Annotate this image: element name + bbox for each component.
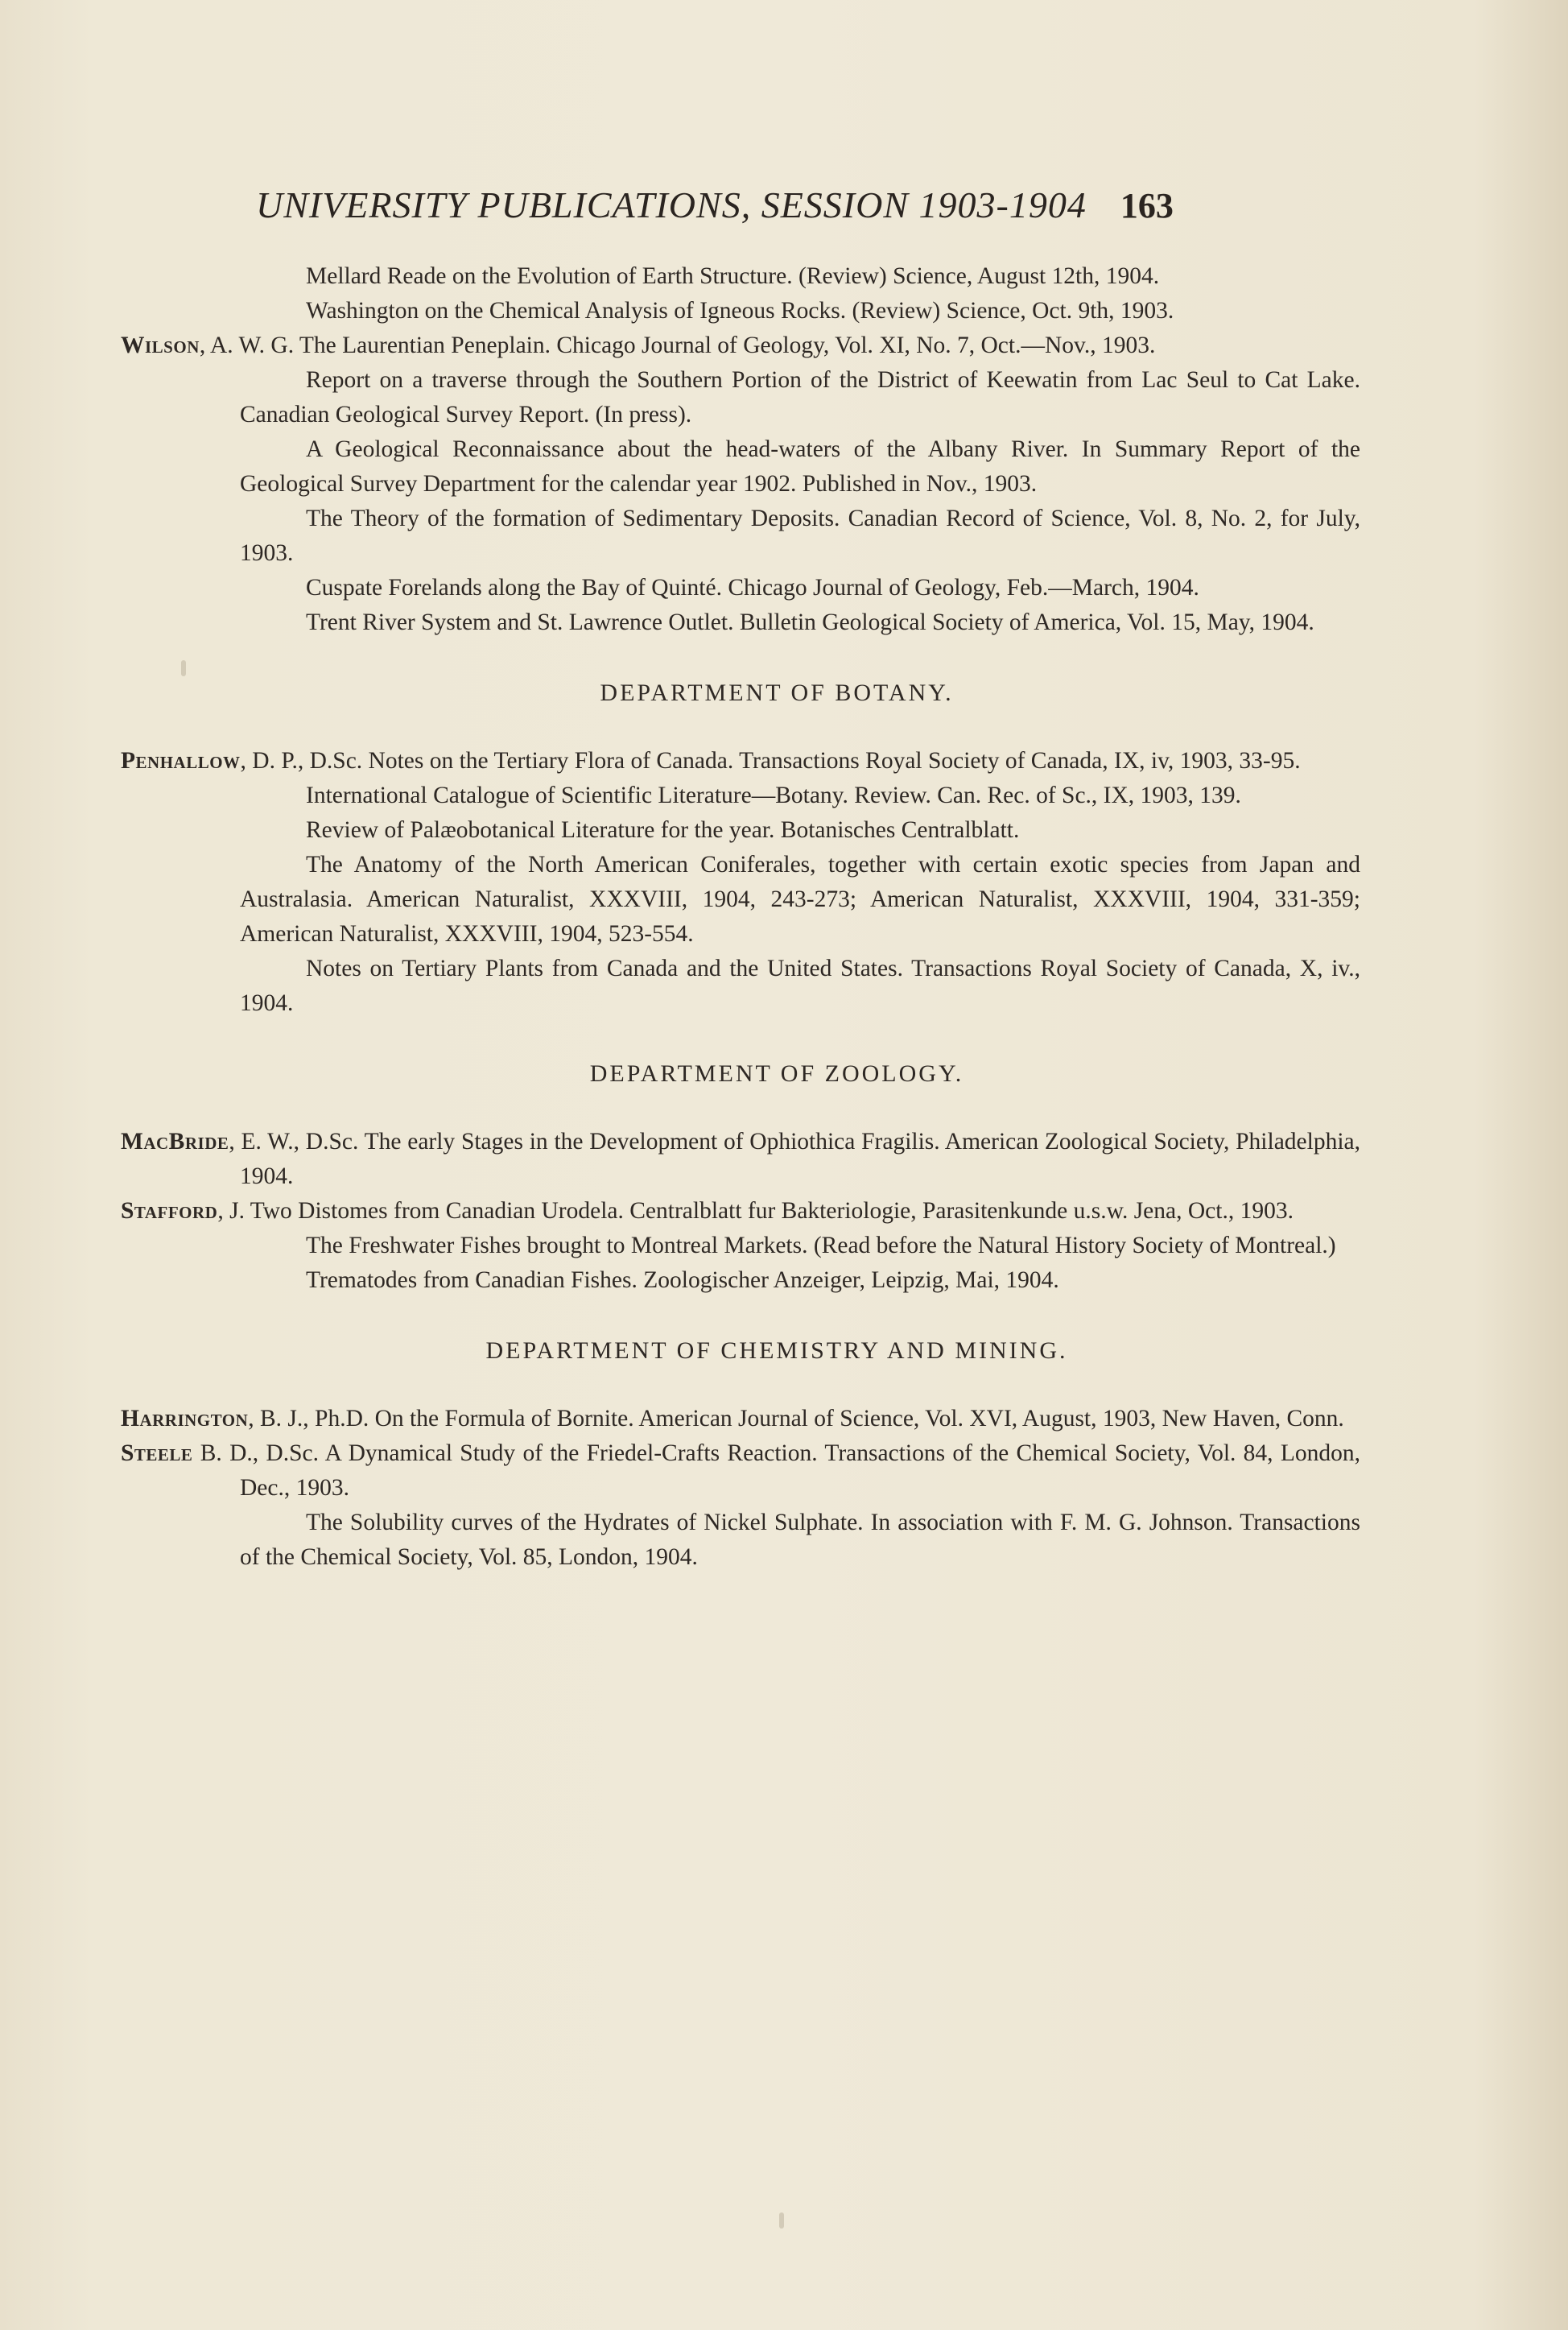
heading-zoology: DEPARTMENT OF ZOOLOGY. bbox=[589, 1060, 964, 1087]
author-name: Stafford bbox=[121, 1198, 218, 1224]
citation-text: , D. P., D.Sc. Notes on the Tertiary Flora of Canada. Transactions Royal Society of Canada, IX, iv, 1903, 33-95. bbox=[240, 748, 1301, 774]
author-name: MacBride bbox=[121, 1129, 229, 1155]
citation-text: B. D., D.Sc. A Dynamical Study of the Friedel-Crafts Reaction. Transactions of the Chemical Society, Vol. 84, London, Dec., 1903. bbox=[192, 1440, 1360, 1501]
author-name: Steele bbox=[121, 1440, 193, 1466]
citation-entry: Cuspate Forelands along the Bay of Quinté. Chicago Journal of Geology, Feb.—March, 1904. bbox=[306, 575, 1199, 601]
author-entry bbox=[121, 328, 1360, 363]
chemistry-entries bbox=[121, 1402, 1360, 1575]
author-name: Harrington bbox=[121, 1406, 249, 1431]
author-entry bbox=[121, 744, 1360, 779]
citation-entry: Washington on the Chemical Analysis of Igneous Rocks. (Review) Science, Oct. 9th, 1903. bbox=[306, 298, 1174, 324]
geology-entries bbox=[121, 259, 1360, 640]
author-entry bbox=[121, 1402, 1360, 1436]
citation-entry: A Geological Reconnaissance about the head-waters of the Albany River. In Summary Report of the Geological Survey Department for the calendar year 1902. Published in Nov., 1903. bbox=[240, 436, 1360, 497]
citation-entry: International Catalogue of Scientific Literature—Botany. Review. Can. Rec. of Sc., IX, 1903, 139. bbox=[306, 783, 1241, 808]
citation-text: , J. Two Distomes from Canadian Urodela. Centralblatt fur Bakteriologie, Parasitenkunde u.s.w. Jena, Oct., 1903. bbox=[217, 1198, 1294, 1224]
citation-entry: Review of Palæobotanical Literature for the year. Botanisches Centralblatt. bbox=[306, 817, 1020, 843]
heading-botany: DEPARTMENT OF BOTANY. bbox=[600, 680, 954, 706]
citation-text: , A. W. G. The Laurentian Peneplain. Chicago Journal of Geology, Vol. XI, No. 7, Oct.—Nov., 1903. bbox=[199, 333, 1156, 358]
running-title: UNIVERSITY PUBLICATIONS, SESSION 1903-1904 bbox=[256, 184, 1087, 225]
citation-entry: Trent River System and St. Lawrence Outlet. Bulletin Geological Society of America, Vol. 15, May, 1904. bbox=[306, 609, 1314, 635]
paper-mark bbox=[779, 2212, 784, 2229]
heading-chemistry: DEPARTMENT OF CHEMISTRY AND MINING. bbox=[485, 1337, 1068, 1364]
citation-text: , E. W., D.Sc. The early Stages in the Development of Ophiothica Fragilis. American Zoological Society, Philadelphia, 1904. bbox=[229, 1129, 1360, 1189]
citation-entry: Report on a traverse through the Southern Portion of the District of Keewatin from Lac Seul to Cat Lake. Canadian Geological Survey Report. (In press). bbox=[240, 367, 1360, 428]
citation-entry: Mellard Reade on the Evolution of Earth Structure. (Review) Science, August 12th, 1904. bbox=[306, 263, 1160, 289]
citation-entry: Trematodes from Canadian Fishes. Zoologischer Anzeiger, Leipzig, Mai, 1904. bbox=[306, 1267, 1059, 1293]
author-name: Wilson bbox=[121, 333, 200, 358]
zoology-entries bbox=[121, 1125, 1360, 1298]
publication-list bbox=[121, 259, 1360, 1575]
citation-text: , B. J., Ph.D. On the Formula of Bornite. American Journal of Science, Vol. XVI, August, 1903, New Haven, Conn. bbox=[248, 1406, 1344, 1431]
citation-entry: Notes on Tertiary Plants from Canada and the United States. Transactions Royal Society of Canada, X, iv., 1904. bbox=[240, 956, 1360, 1016]
citation-entry: The Solubility curves of the Hydrates of Nickel Sulphate. In association with F. M. G. Johnson. Transactions of the Chemical Society, Vol. 85, London, 1904. bbox=[240, 1510, 1360, 1570]
citation-entry: The Theory of the formation of Sedimentary Deposits. Canadian Record of Science, Vol. 8, No. 2, for July, 1903. bbox=[240, 506, 1360, 566]
author-entry bbox=[121, 1194, 1360, 1229]
citation-entry: The Anatomy of the North American Coniferales, together with certain exotic species from Japan and Australasia. American Naturalist, XXXVIII, 1904, 243-273; American Naturalist, XXXVIII, 1904, 331-359; American Naturalist, XXXVIII, 1904, 523-554. bbox=[240, 852, 1360, 947]
author-name: Penhallow bbox=[121, 748, 241, 774]
author-entry bbox=[121, 1125, 1360, 1194]
page-number: 163 bbox=[1120, 186, 1174, 225]
citation-entry: The Freshwater Fishes brought to Montreal Markets. (Read before the Natural History Society of Montreal.) bbox=[306, 1233, 1336, 1258]
author-entry bbox=[121, 1436, 1360, 1506]
page-header bbox=[256, 184, 1335, 226]
paper-mark bbox=[181, 660, 186, 676]
botany-entries bbox=[121, 744, 1360, 1021]
